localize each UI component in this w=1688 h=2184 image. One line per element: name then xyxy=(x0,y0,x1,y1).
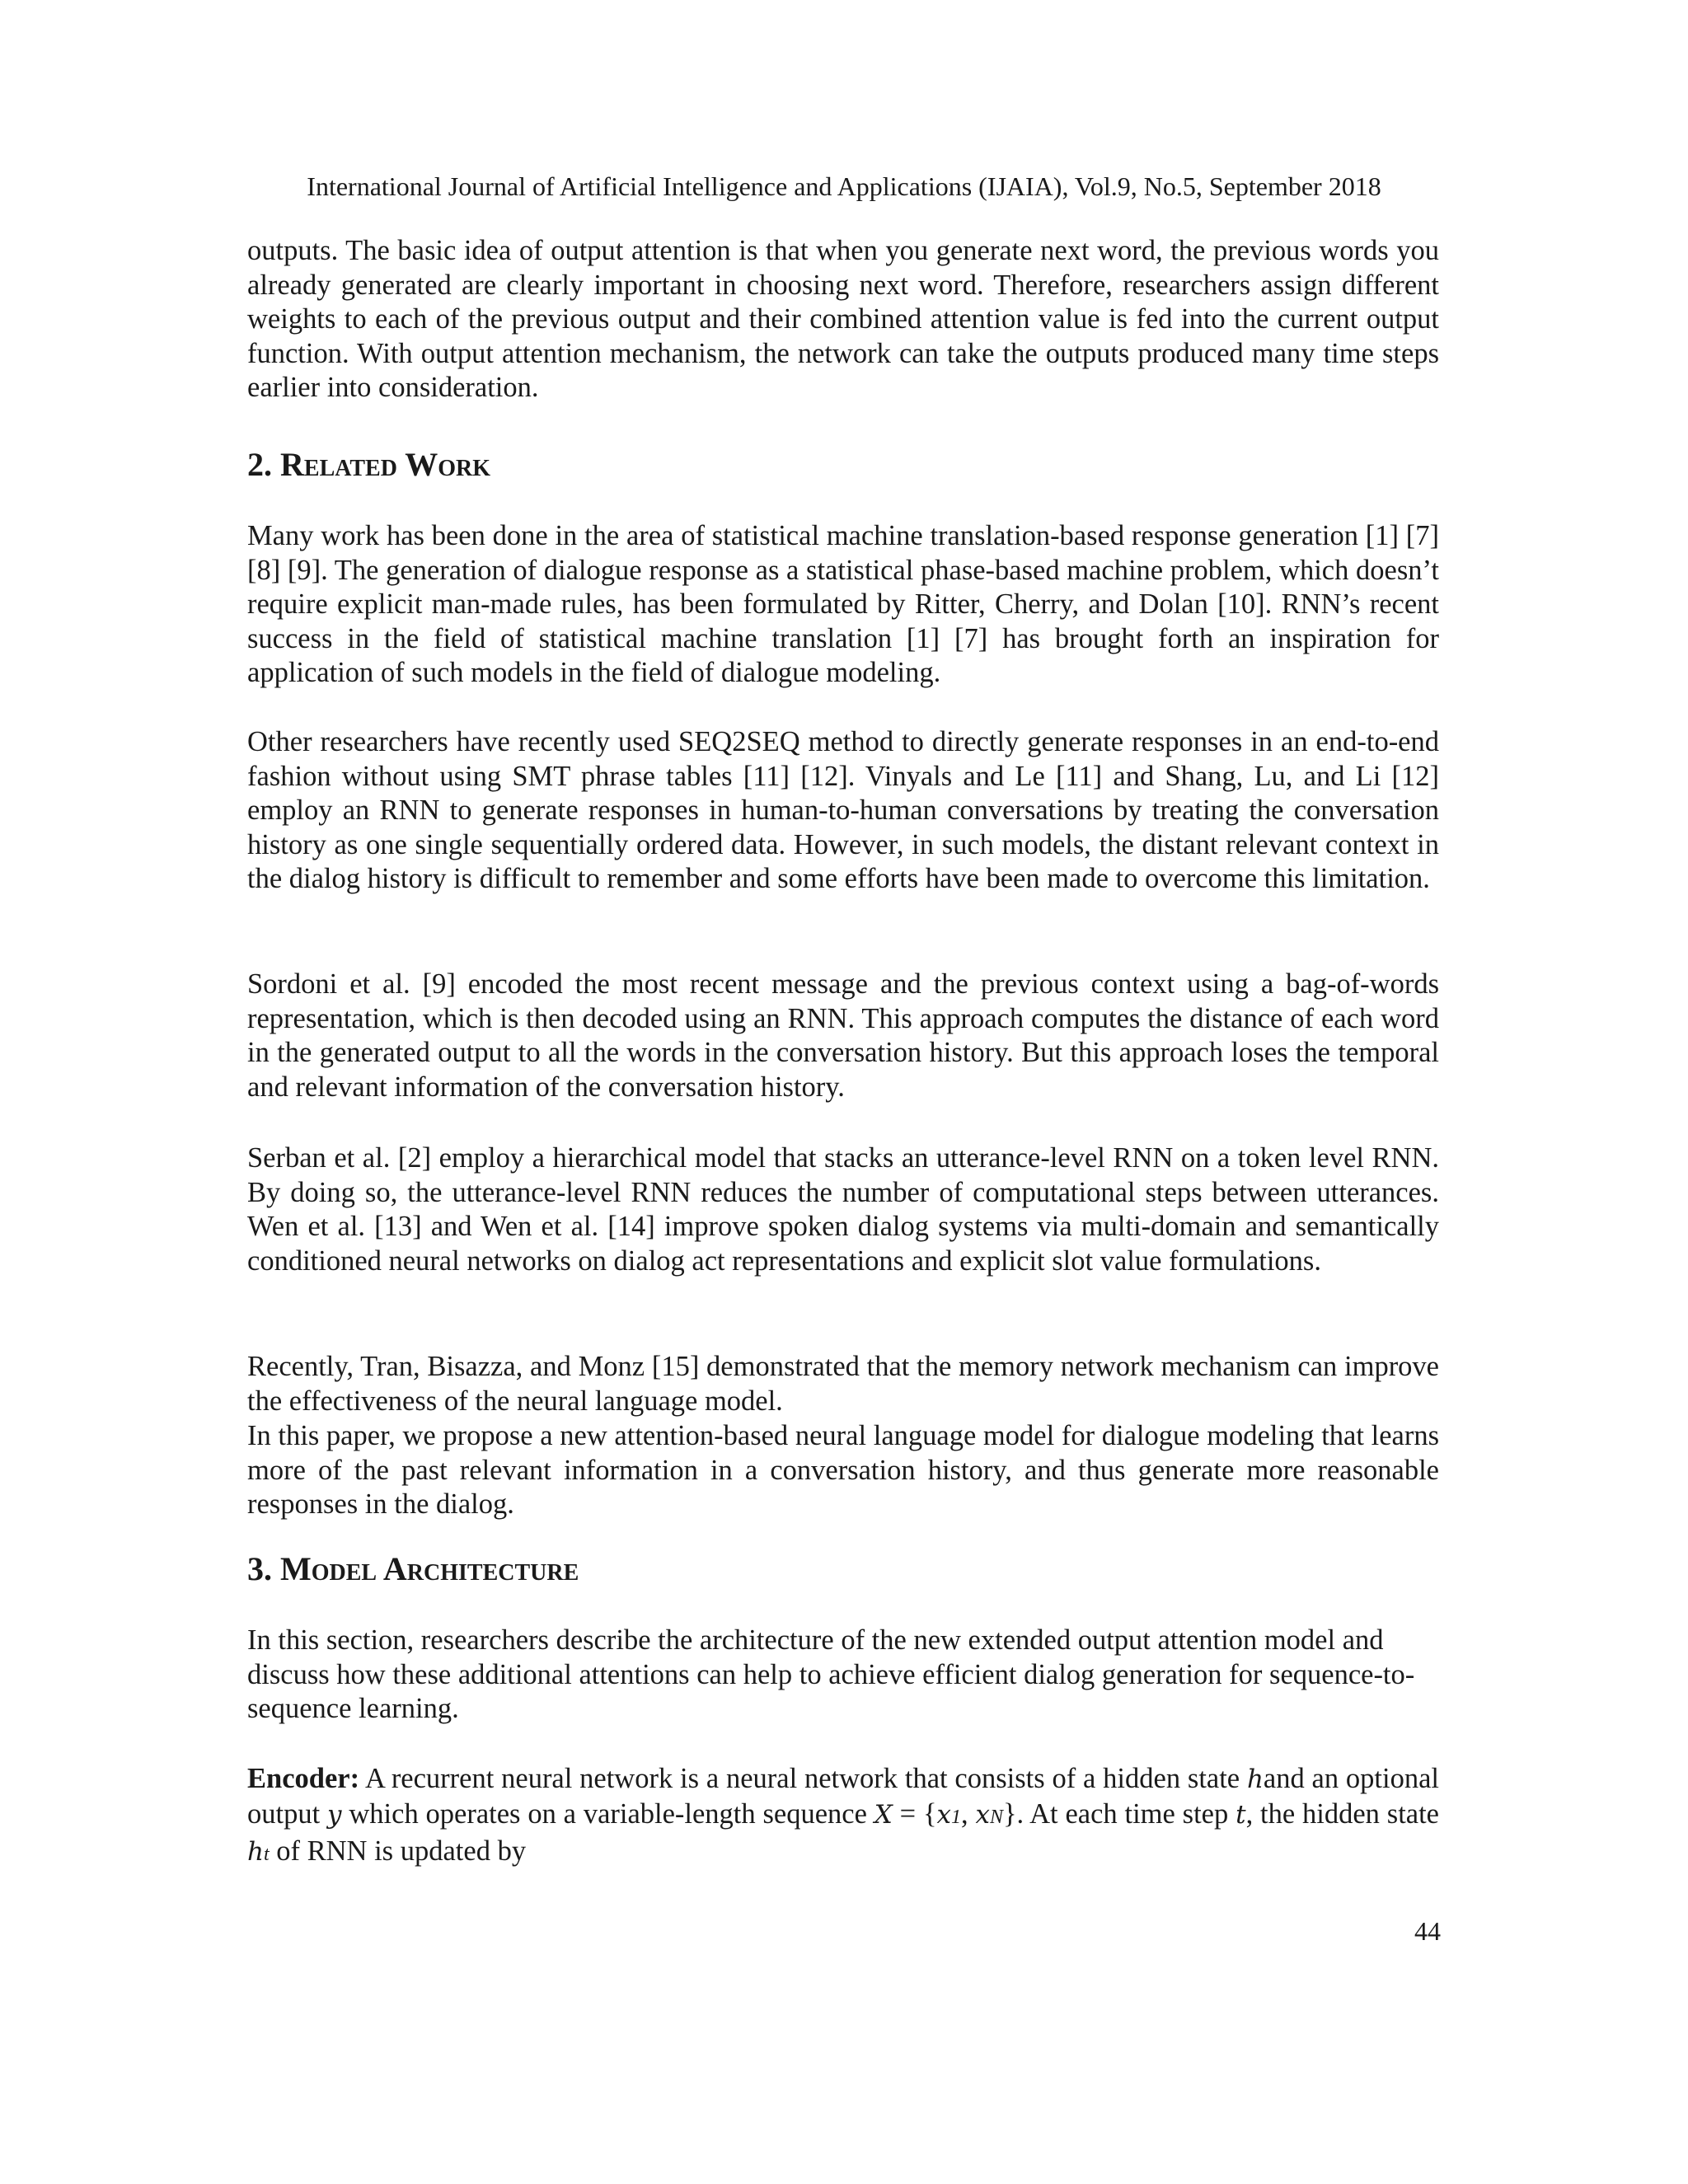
related-work-paragraph: Other researchers have recently used SEQ2SEQ method to directly generate responses in an end-to-end fashion without using SMT phrase tables [11] [12]. Vinyals and Le [11] and Shang, Lu, and Li [12] employ an RNN to generate responses in human-to-human conversations by treating the conversation history as one single sequentially ordered data. However, in such models, the distant relevant context in the dialog history is difficult to remember and some efforts have been made to overcome this limitation. xyxy=(247,726,1439,895)
section-heading-related-work xyxy=(247,445,490,485)
page-number: 44 xyxy=(1414,1916,1441,1946)
math-h: h xyxy=(1246,1765,1264,1794)
related-work-paragraph: Sordoni et al. [9] encoded the most recent message and the previous context using a bag-of-words representation, which is then decoded using an RNN. This approach computes the distance of each word in the generated output to all the words in the conversation history. But this approach loses the temporal and relevant information of the conversation history. xyxy=(247,968,1439,1103)
related-work-paragraph: In this paper, we propose a new attention-based neural language model for dialogue modeling that learns more of the past relevant information in a conversation history, and thus generate more reasonable responses in the dialog. xyxy=(247,1420,1439,1521)
math-subscript: N xyxy=(989,1806,1003,1828)
section-number: 2. xyxy=(247,446,272,483)
section-title: Model Architecture xyxy=(280,1550,579,1587)
encoder-label: Encoder: xyxy=(247,1763,360,1794)
encoder-text: which operates on a variable-length sequence xyxy=(341,1797,874,1830)
section-heading-model-architecture xyxy=(247,1549,579,1589)
model-architecture-paragraph: In this section, researchers describe the architecture of the new extended output attention model and discuss how these additional attentions can help to achieve efficient dialog generation for sequence-to-sequence learning. xyxy=(247,1624,1415,1725)
encoder-paragraph xyxy=(247,1762,1439,1872)
related-work-paragraph: Serban et al. [2] employ a hierarchical model that stacks an utterance-level RNN on a token level RNN. By doing so, the utterance-level RNN reduces the number of computational steps between utterances. Wen et al. [13] and Wen et al. [14] improve spoken dialog systems via multi-domain and semantically conditioned neural networks on dialog act representations and explicit slot value formulations. xyxy=(247,1142,1439,1277)
section-title: Related Work xyxy=(280,446,491,483)
related-work-paragraph: Many work has been done in the area of statistical machine translation-based response generation [1] [7] [8] [9]. The generation of dialogue response as a statistical phase-based machine problem, which doesn’t require explicit man-made rules, has been formulated by Ritter, Cherry, and Dolan [10]. RNN’s recent success in the field of statistical machine translation [1] [7] has brought forth an inspiration for application of such models in the field of dialogue modeling. xyxy=(247,520,1439,689)
math-ht: h xyxy=(247,1837,264,1868)
encoder-text: , the hidden state xyxy=(1245,1797,1439,1830)
intro-paragraph: outputs. The basic idea of output attention is that when you generate next word, the previous words you already generated are clearly important in choosing next word. Therefore, researchers assign different weights to each of the previous output and their combined attention value is fed into the current output function. With output attention mechanism, the network can take the outputs produced many time steps earlier into consideration. xyxy=(247,235,1439,404)
section-number: 3. xyxy=(247,1550,272,1587)
encoder-text: of RNN is updated by xyxy=(269,1835,527,1868)
math-operator: = { xyxy=(892,1797,937,1830)
math-subscript: 1 xyxy=(951,1806,962,1828)
math-y: y xyxy=(327,1799,342,1830)
math-subscript: t xyxy=(263,1844,270,1866)
math-X: X xyxy=(874,1799,893,1830)
encoder-text: }. At each time step xyxy=(1003,1797,1236,1830)
math-xN: x xyxy=(975,1799,990,1830)
encoder-text: A recurrent neural network is a neural network that consists of a hidden state xyxy=(359,1763,1247,1794)
math-x1: x xyxy=(936,1799,952,1830)
math-separator: , xyxy=(961,1797,976,1830)
math-t: t xyxy=(1236,1799,1246,1830)
running-header: International Journal of Artificial Intelligence and Applications (IJAIA), Vol.9, No.5, September 2018 xyxy=(307,171,1381,201)
related-work-paragraph: Recently, Tran, Bisazza, and Monz [15] demonstrated that the memory network mechanism can improve the effectiveness of the neural language model. xyxy=(247,1351,1439,1417)
encoder-text: and an optional output xyxy=(247,1763,1439,1830)
